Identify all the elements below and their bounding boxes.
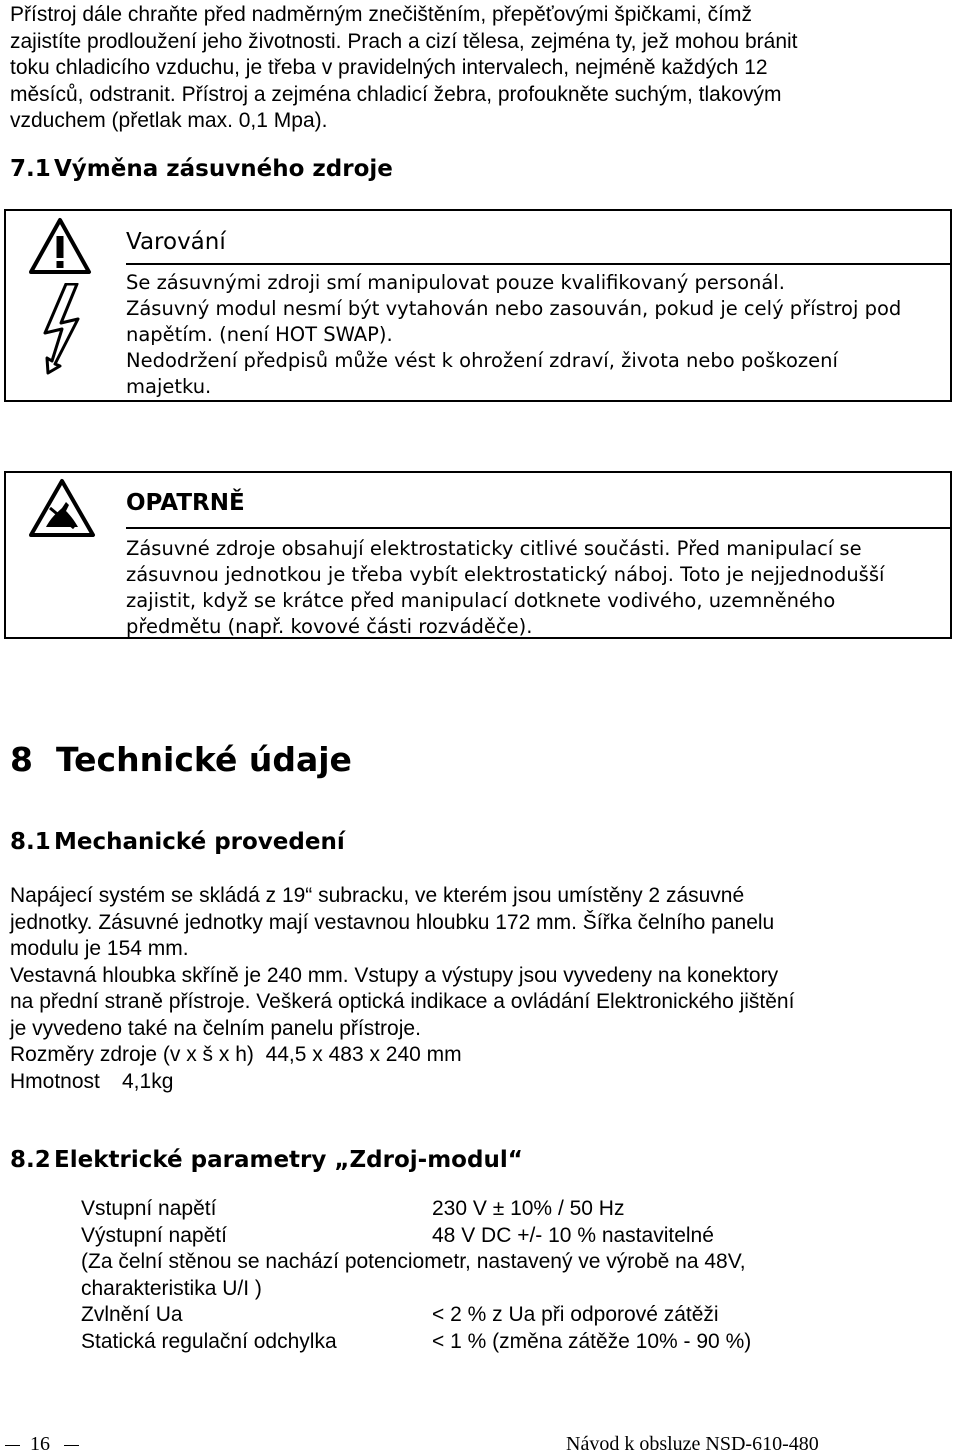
section-8-2-heading bbox=[10, 1147, 523, 1173]
dimensions-label: Rozměry zdroje (v x š x h) bbox=[10, 1043, 254, 1066]
spec-row-input bbox=[81, 1196, 941, 1223]
caution-title: OPATRNĚ bbox=[126, 490, 245, 516]
warning-line: Nedodržení předpisů může vést k ohrožení zdraví, života nebo poškození bbox=[126, 349, 838, 372]
section-title: Elektrické parametry „Zdroj-modul“ bbox=[54, 1147, 523, 1173]
warning-box bbox=[4, 209, 952, 402]
body-line: Vestavná hloubka skříně je 240 mm. Vstupy a výstupy jsou vyvedeny na konektory bbox=[10, 963, 779, 987]
spec-row-regulation bbox=[81, 1329, 941, 1356]
body-line: na přední straně přístroje. Veškerá optická indikace a ovládání Elektronického jištění bbox=[10, 990, 795, 1013]
spec-value: 48 V DC +/- 10 % nastavitelné bbox=[432, 1223, 714, 1247]
chapter-8-heading bbox=[10, 740, 352, 779]
spec-value: < 2 % z Ua při odporové zátěži bbox=[432, 1303, 719, 1326]
warning-line: majetku. bbox=[126, 375, 212, 398]
intro-line: měsíců, odstranit. Přístroj a zejména chladicí žebra, profoukněte suchým, tlakovým bbox=[10, 82, 782, 106]
body-line: modulu je 154 mm. bbox=[10, 937, 189, 960]
esd-warning-icon bbox=[28, 478, 96, 538]
body-line: Napájecí systém se skládá z 19“ subracku, ve kterém jsou umístěny 2 zásuvné bbox=[10, 884, 745, 907]
intro-line: zajistíte prodloužení jeho životnosti. Prach a cizí tělesa, zejména ty, jež mohou bránit bbox=[10, 29, 798, 53]
spec-label: Zvlnění Ua bbox=[81, 1303, 183, 1326]
spec-value: < 1 % (změna zátěže 10% - 90 %) bbox=[432, 1329, 752, 1353]
weight-value: 4,1kg bbox=[122, 1069, 174, 1093]
section-title: Výměna zásuvného zdroje bbox=[54, 156, 393, 182]
intro-paragraph bbox=[10, 2, 940, 135]
intro-line: toku chladicího vzduchu, je třeba v pravidelných intervalech, nejméně každých 12 bbox=[10, 56, 768, 79]
warning-text bbox=[126, 270, 940, 400]
warning-line: napětím. (není HOT SWAP). bbox=[126, 323, 393, 346]
warning-line: Zásuvný modul nesmí být vytahován nebo zasouván, pokud je celý přístroj pod bbox=[126, 297, 902, 320]
spec-row-ripple bbox=[81, 1302, 941, 1329]
caution-title-divider bbox=[126, 527, 950, 529]
section-number: 7.1 bbox=[10, 156, 51, 182]
weight-line bbox=[10, 1069, 940, 1096]
warning-title-divider bbox=[126, 263, 950, 265]
section-8-1-body bbox=[10, 883, 940, 1095]
weight-label: Hmotnost bbox=[10, 1069, 100, 1093]
spec-value: 230 V ± 10% / 50 Hz bbox=[432, 1197, 625, 1220]
section-7-1-heading bbox=[10, 156, 393, 182]
body-line: je vyvedeno také na čelním panelu přístroje. bbox=[10, 1016, 421, 1040]
caution-line: zásuvnou jednotkou je třeba vybít elektrostatický náboj. Toto je nejjednodušší bbox=[126, 563, 885, 586]
intro-line: vzduchem (přetlak max. 0,1 Mpa). bbox=[10, 109, 328, 132]
dimensions-line bbox=[10, 1042, 940, 1069]
spec-row-output bbox=[81, 1223, 941, 1250]
page-number: 16 bbox=[30, 1433, 50, 1455]
spec-label: Statická regulační odchylka bbox=[81, 1329, 337, 1353]
warning-line: Se zásuvnými zdroji smí manipulovat pouze kvalifikovaný personál. bbox=[126, 271, 785, 294]
spec-note-line: (Za čelní stěnou se nachází potenciometr, nastavený ve výrobě na 48V, bbox=[81, 1250, 746, 1273]
footer-dash-right bbox=[64, 1445, 79, 1446]
warning-title: Varování bbox=[126, 229, 226, 255]
footer-dash-left bbox=[5, 1445, 20, 1446]
spec-note-line: charakteristika U/I ) bbox=[81, 1276, 262, 1300]
chapter-number: 8 bbox=[10, 740, 33, 779]
dimensions-value: 44,5 x 483 x 240 mm bbox=[265, 1043, 462, 1066]
section-number: 8.2 bbox=[10, 1147, 51, 1173]
chapter-title: Technické údaje bbox=[56, 740, 352, 779]
intro-line: Přístroj dále chraňte před nadměrným znečištěním, přepěťovými špičkami, čímž bbox=[10, 3, 752, 26]
caution-line: předmětu (např. kovové části rozváděče). bbox=[126, 615, 533, 638]
caution-line: zajistit, když se krátce před manipulací dotknete vodivého, uzemněného bbox=[126, 589, 836, 612]
manual-title: Návod k obsluze NSD-610-480 bbox=[566, 1433, 819, 1455]
section-number: 8.1 bbox=[10, 829, 51, 855]
caution-text bbox=[126, 536, 940, 640]
section-8-1-heading bbox=[10, 829, 345, 855]
section-title: Mechanické provedení bbox=[54, 829, 345, 855]
spec-label: Vstupní napětí bbox=[81, 1197, 217, 1220]
body-line: jednotky. Zásuvné jednotky mají vestavnou hloubku 172 mm. Šířka čelního panelu bbox=[10, 910, 775, 934]
warning-triangle-icon bbox=[28, 217, 92, 275]
electrical-parameters bbox=[81, 1196, 941, 1355]
high-voltage-icon bbox=[40, 283, 82, 375]
spec-label: Výstupní napětí bbox=[81, 1223, 227, 1247]
caution-line: Zásuvné zdroje obsahují elektrostaticky citlivé součásti. Před manipulací se bbox=[126, 537, 862, 560]
caution-box bbox=[4, 471, 952, 639]
